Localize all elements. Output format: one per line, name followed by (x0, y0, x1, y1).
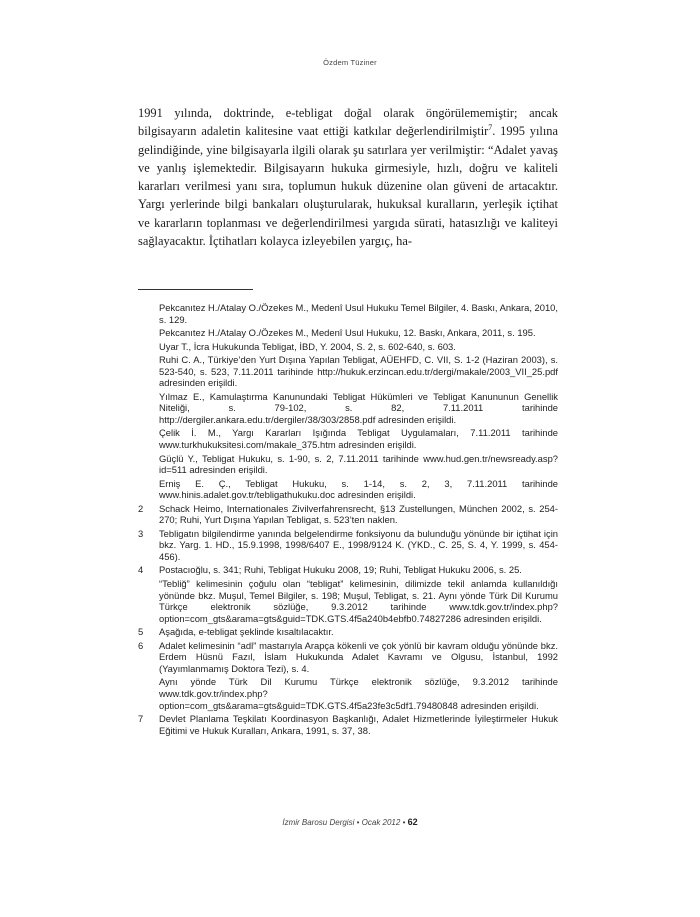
footnote-text: Postacıoğlu, s. 341; Ruhi, Tebligat Hukuku 2008, 19; Ruhi, Tebligat Hukuku 2006, s. 25. (159, 564, 522, 576)
footnote-number: 4 (138, 564, 144, 576)
footnote-item (138, 528, 558, 563)
body-text-after: . 1995 yılına gelindiğinde, yine bilgisayarla ilgili olarak şu satırlara yer verilmiştir: “Adalet yavaş ve yanlış işlemektedir. Bilgisayarın hukuka girmesiyle, hızlı, doğru ve kaliteli kararları verilmesi yanı sıra, toplumun hukuk düzenine olan güveni de artacaktır. Yargı yerlerinde bilgi bankaları oluşturularak, hukuksal kuralların, yerleşik içtihat ve kararların toplanması ve değerlendirilmesi yargıda sürati, hatasızlığı ve kaliteyi sağlayacaktır. İçtihatları kolayca izleyebilen yargıç, ha- (138, 124, 558, 249)
footnote-text: Ruhi C. A., Türkiye’den Yurt Dışına Yapılan Tebligat, AÜEHFD, C. VII, S. 1-2 (Haziran 2003), s. 523-540, s. 523, 7.11.2011 tarihinde http://hukuk.erzincan.edu.tr/dergi/makale/2003_VII_25.pdf adresinden erişildi. (159, 354, 558, 389)
footnote-text: Schack Heimo, Internationales Zivilverfahrensrecht, §13 Zustellungen, München 2002, s. 254-270; Ruhi, Yurt Dışına Yapılan Tebligat, s. 523’ten naklen. (159, 502, 558, 526)
footer-separator: • (356, 818, 360, 827)
footnote-text: Çelik İ. M., Yargı Kararları Işığında Tebligat Uygulamaları, 7.11.2011 tarihinde www.turkhukuksitesi.com/makale_375.htm adresinden erişildi. (159, 427, 558, 451)
footnote-item (138, 626, 558, 638)
footnote-text: Adalet kelimesinin “adl” mastarıyla Arapça kökenli ve çok yönlü bir kavram olduğu yönünde bkz. Erdem Hüsnü Fazıl, İslam Hukukunda Adalet Kavramı ve Olgusu, İstanbul, 1992 (Yayımlanmamış Doktora Tezi), s. 4. (159, 639, 558, 674)
footnote-number: 5 (138, 626, 144, 638)
footnote-item (138, 503, 558, 526)
footnote-text: Aynı yönde Türk Dil Kurumu Türkçe elektronik sözlüğe, 9.3.2012 tarihinde www.tdk.gov.tr/index.php?option=com_gts&arama=gts&guid=TDK.GTS.4f5a23fe3c5df1.79480848 adresinden erişildi. (159, 676, 558, 711)
footnote-item (138, 302, 558, 501)
footnote-text: “Tebliğ” kelimesinin çoğulu olan “tebligat” kelimesinin, dilimizde tekil anlamda kullanıldığı yönünde bkz. Muşul, Temel Bilgiler, s. 198; Muşul, Tebligat, s. 21. Aynı yönde Türk Dil Kurumu Türkçe elektronik sözlüğe, 9.3.2012 tarihinde www.tdk.gov.tr/index.php?option=com_gts&arama=gts&guid=TDK.GTS.4f5a240b4ebfb0.74827286 adresinden erişildi. (159, 578, 558, 624)
footnote-text: Devlet Planlama Teşkilatı Koordinasyon Başkanlığı, Adalet Hizmetlerinde İyileştirmeler Hukuk Eğitimi ve Hukuk Kuralları, Ankara, 1991, s. 37, 38. (159, 713, 558, 736)
footnote-text: Yılmaz E., Kamulaştırma Kanunundaki Tebligat Hükümleri ve Tebligat Kanununun Genellik Niteliği, s. 79-102, s. 82, 7.11.2011 tarihinde http://dergiler.ankara.edu.tr/dergiler/38/303/2858.pdf adresinden erişildi. (159, 390, 558, 425)
footnote-item (138, 713, 558, 736)
footer-journal: İzmir Barosu Dergisi (282, 818, 355, 827)
footnote-item (138, 640, 558, 711)
body-text-before: 1991 yılında, doktrinde, e-tebligat doğal olarak öngörülememiştir; ancak bilgisayarın adaletin kalitesine vaat ettiği katkılar değerlendirilmiştir (138, 106, 558, 139)
footnotes (138, 302, 558, 738)
footnote-reference[interactable]: 7 (488, 123, 493, 133)
footnote-number: 6 (138, 639, 144, 651)
page-number: 62 (407, 817, 418, 827)
footnote-text: Pekcanıtez H./Atalay O./Özekes M., Medenî Usul Hukuku, 12. Baskı, Ankara, 2011, s. 195. (159, 327, 536, 339)
footnote-number: 3 (138, 527, 144, 539)
footnote-number: 7 (138, 713, 144, 725)
footnote-text: Aşağıda, e-tebligat şeklinde kısaltılacaktır. (159, 626, 334, 638)
footnote-text: Tebligatın bilgilendirme yanında belgelendirme fonksiyonu da bulunduğu yönünde bir içtihat için bkz. Yarg. 1. HD., 15.9.1998, 1998/6407 E., 1998/9124 K. (YKD., C. 25, S. 4, Y. 1999, s. 454-456). (159, 527, 558, 562)
footnote-text: Erniş E. Ç., Tebligat Hukuku, s. 1-14, s. 2, 3, 7.11.2011 tarihinde www.hinis.adalet.gov.tr/tebligathukuku.doc adresinden erişildi. (159, 477, 558, 501)
footnote-item (138, 564, 558, 624)
body-paragraph (138, 104, 558, 250)
footnote-separator (138, 289, 253, 290)
footnote-text: Uyar T., İcra Hukukunda Tebligat, İBD, Y. 2004, S. 2, s. 602-640, s. 603. (159, 340, 456, 352)
footnote-text: Pekcanıtez H./Atalay O./Özekes M., Medenî Usul Hukuku Temel Bilgiler, 4. Baskı, Ankara, 2010, s. 129. (159, 302, 558, 325)
footer-date: Ocak 2012 (361, 818, 401, 827)
footnote-number: 2 (138, 502, 144, 514)
footnote-text: Güçlü Y., Tebligat Hukuku, s. 1-90, s. 2, 7.11.2011 tarihinde www.hud.gen.tr/newsready.asp?id=511 adresinden erişildi. (159, 452, 558, 476)
running-head-author: Özdem Tüziner (323, 58, 377, 67)
footer-separator: • (402, 818, 406, 827)
page-footer (0, 817, 700, 827)
